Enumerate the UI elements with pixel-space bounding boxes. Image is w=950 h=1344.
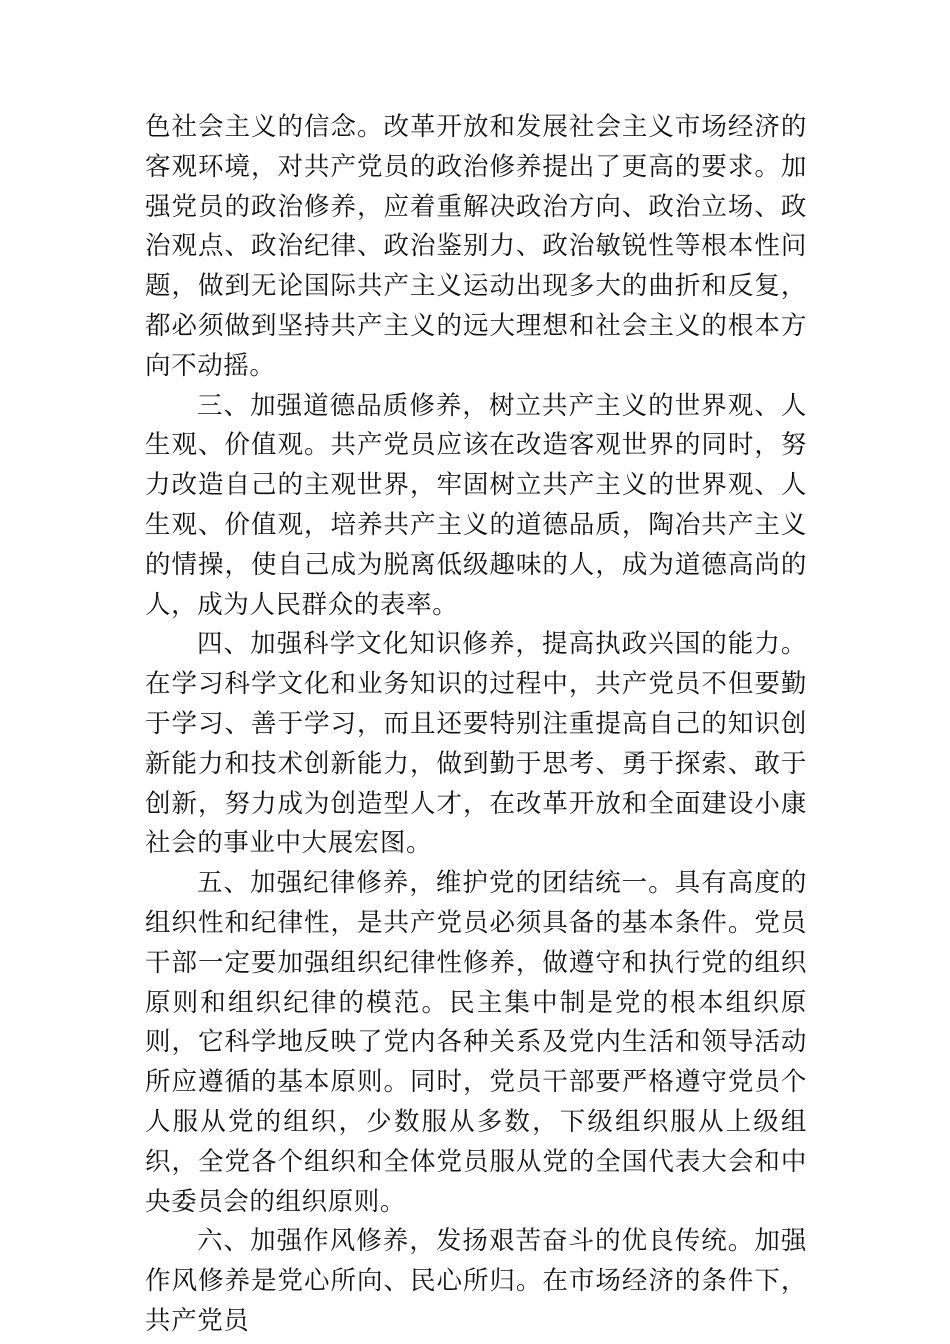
paragraph-discipline-cultivation: 五、加强纪律修养，维护党的团结统一。具有高度的组织性和纪律性，是共产党员必须具备的基本条件。党员干部一定要加强组织纪律性修养，做遵守和执行党的组织原则和组织纪律的模范。民主集中制是党的根本组织原则，它科学地反映了党内各种关系及党内生活和领导活动所应遵循的基本原则。同时，党员干部要严格遵守党员个人服从党的组织，少数服从多数，下级组织服从上级组织，全党各个组织和全体党员服从党的全国代表大会和中央委员会的组织原则。 xyxy=(145,868,807,1217)
paragraph-style-cultivation: 六、加强作风修养，发扬艰苦奋斗的优良传统。加强作风修养是党心所向、民心所归。在市场经济的条件下，共产党员 xyxy=(145,1226,807,1336)
paragraph-moral-cultivation: 三、加强道德品质修养，树立共产主义的世界观、人生观、价值观。共产党员应该在改造客观世界的同时，努力改造自己的主观世界，牢固树立共产主义的世界观、人生观、价值观，培养共产主义的道德品质，陶冶共产主义的情操，使自己成为脱离低级趣味的人，成为道德高尚的人，成为人民群众的表率。 xyxy=(145,390,807,620)
body-text xyxy=(145,108,807,1342)
paragraph-knowledge-cultivation: 四、加强科学文化知识修养，提高执政兴国的能力。在学习科学文化和业务知识的过程中，共产党员不但要勤于学习、善于学习，而且还要特别注重提高自己的知识创新能力和技术创新能力，做到勤于思考、勇于探索、敢于创新，努力成为创造型人才，在改革开放和全面建设小康社会的事业中大展宏图。 xyxy=(145,629,807,859)
paragraph-political-cultivation-continued: 色社会主义的信念。改革开放和发展社会主义市场经济的客观环境，对共产党员的政治修养提出了更高的要求。加强党员的政治修养，应着重解决政治方向、政治立场、政治观点、政治纪律、政治鉴别力、政治敏锐性等根本性问题，做到无论国际共产主义运动出现多大的曲折和反复，都必须做到坚持共产主义的远大理想和社会主义的根本方向不动摇。 xyxy=(145,112,807,381)
